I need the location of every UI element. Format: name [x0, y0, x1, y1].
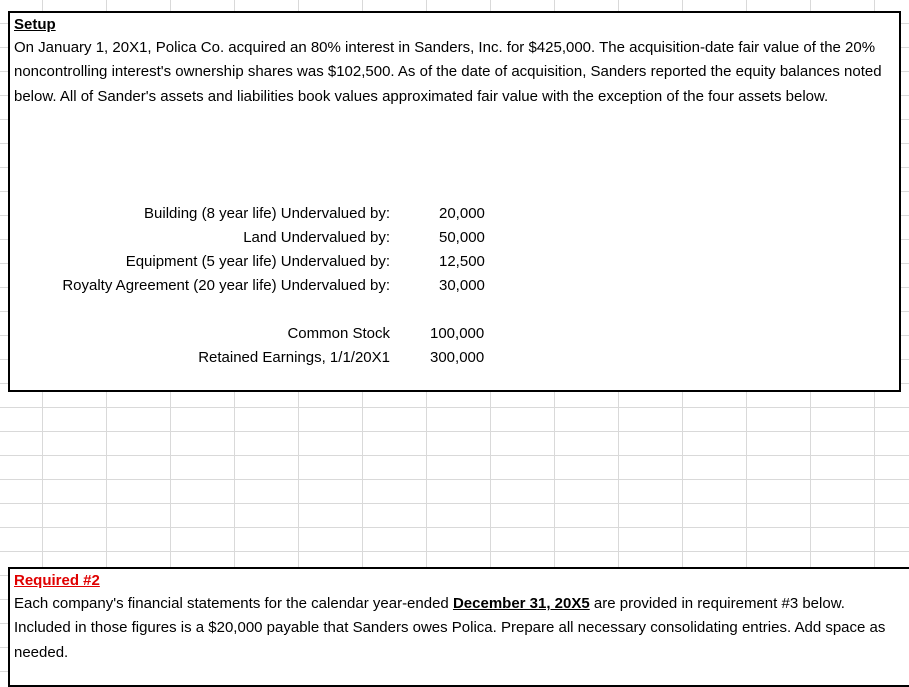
equity-label: Retained Earnings, 1/1/20X1 — [198, 349, 390, 366]
undervalued-row — [10, 274, 390, 298]
undervalued-row — [10, 226, 390, 250]
required-heading: Required #2 — [14, 572, 100, 589]
equity-label: Common Stock — [287, 325, 390, 342]
undervalued-label: Equipment (5 year life) Undervalued by: — [125, 253, 390, 270]
undervalued-value: 30,000 — [439, 277, 485, 294]
equity-value: 100,000 — [430, 325, 485, 342]
undervalued-row — [10, 202, 390, 226]
equity-row — [10, 322, 390, 346]
undervalued-value: 20,000 — [439, 205, 485, 222]
year-end-date: December 31, 20X5 — [452, 595, 590, 612]
undervalued-label: Royalty Agreement (20 year life) Undervalued by: — [62, 277, 390, 294]
setup-description: On January 1, 20X1, Polica Co. acquired an 80% interest in Sanders, Inc. for $425,000. The acquisition-date fair value of the 20% noncontrolling interest's ownership shares was $102,500. As of the date of acquisition, Sanders reported the equity balances noted below. All of Sander's assets and liabilities book values approximated fair value with the exception of the four assets below. — [14, 39, 882, 105]
required-text-start: Each company's financial statements for the calendar year-ended — [14, 595, 453, 612]
setup-section — [8, 11, 901, 392]
equity-row — [10, 346, 390, 370]
undervalued-value: 12,500 — [439, 253, 485, 270]
required-description — [14, 592, 901, 665]
undervalued-value: 50,000 — [439, 229, 485, 246]
undervalued-row — [10, 250, 390, 274]
setup-heading: Setup — [14, 16, 56, 33]
required-section — [8, 567, 909, 687]
equity-value: 300,000 — [430, 349, 485, 366]
undervalued-label: Building (8 year life) Undervalued by: — [144, 205, 390, 222]
required-text-end: are provided in requirement #3 below. Included in those figures is a $20,000 payable that Sanders owes Polica. Prepare all necessary consolidating entries. Add space as needed. — [14, 595, 886, 661]
undervalued-label: Land Undervalued by: — [243, 229, 390, 246]
